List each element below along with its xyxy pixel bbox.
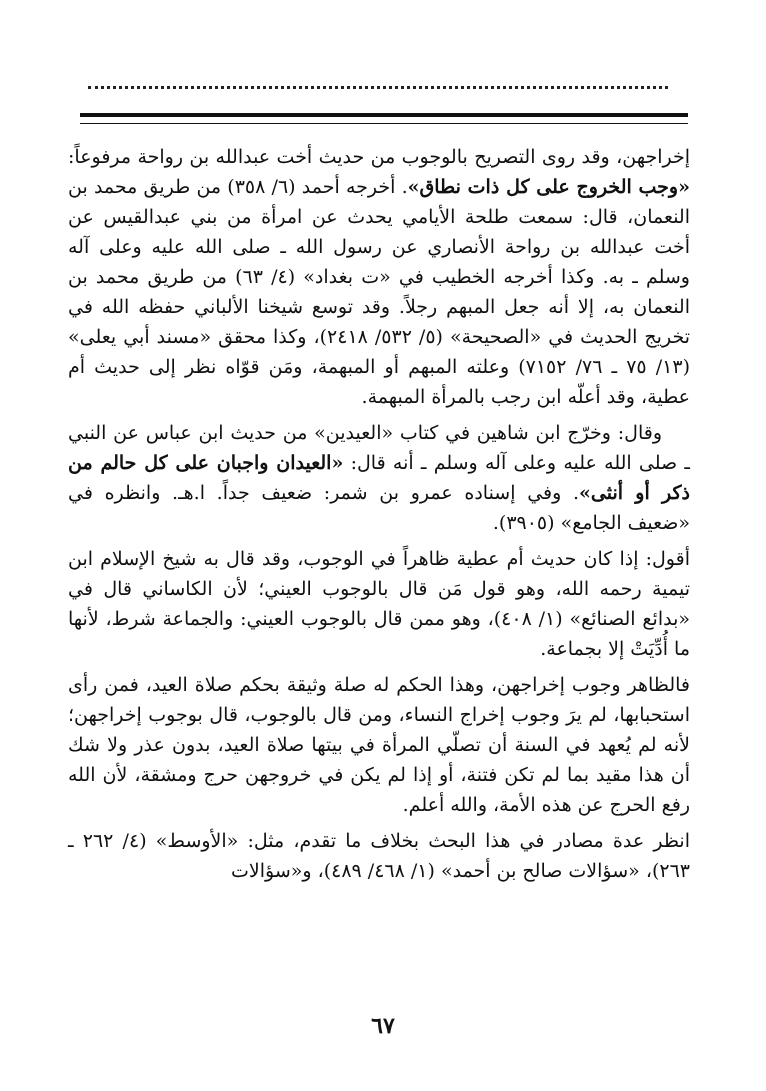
paragraph <box>68 826 690 886</box>
dotted-separator <box>88 86 668 89</box>
paragraph <box>68 544 690 664</box>
paragraph <box>68 418 690 538</box>
header-rule-thick <box>80 113 688 117</box>
text-segment: إخراجهن، وقد روى التصريح بالوجوب من حديث أخت عبدالله بن رواحة مرفوعاً: <box>68 146 690 168</box>
page-number: ٦٧ <box>371 1013 395 1039</box>
bold-hadith-quote: «العيدان واجبان على كل حالم من ذكر أو أنثى» <box>68 452 690 504</box>
text-segment: . وفي إسناده عمرو بن شمر: ضعيف جداً. ا.هـ. وانظره في «ضعيف الجامع» (٣٩٠٥). <box>68 482 690 534</box>
text-segment: فالظاهر وجوب إخراجهن، وهذا الحكم له صلة وثيقة بحكم صلاة العيد، فمن رأى استحبابها، لم يرَ وجوب إخراج النساء، ومن قال بالوجوب، قال بوجوب إخراجهن؛ لأنه لم يُعهد في السنة أن تصلّي المرأة في بيتها صلاة العيد، بدون عذر ولا شك أن هذا مقيد بما لم تكن فتنة، أو إذا لم يكن في خروجهن حرج ومشقة، لأن الله رفع الحرج عن هذه الأمة، والله أعلم. <box>68 674 690 816</box>
text-segment: أقول: إذا كان حديث أم عطية ظاهراً في الوجوب، وقد قال به شيخ الإسلام ابن تيمية رحمه الله، وهو قول مَن قال بالوجوب العيني؛ لأن الكاساني قال في «بدائع الصنائع» (١/ ٤٠٨)، وهو ممن قال بالوجوب العيني: والجماعة شرط، لأنها ما أُدِّيَتْ إلا بجماعة. <box>68 548 690 660</box>
text-segment: وقال: وخرّج ابن شاهين في كتاب «العيدين» من حديث ابن عباس عن النبي ـ صلى الله عليه وعلى آله وسلم ـ أنه قال: <box>68 422 690 474</box>
text-segment: . أخرجه أحمد (٦/ ٣٥٨) من طريق محمد بن النعمان، قال: سمعت طلحة الأيامي يحدث عن امرأة من بني عبدالقيس عن أخت عبدالله بن رواحة الأنصاري عن رسول الله ـ صلى الله عليه وعلى آله وسلم ـ به. وكذا أخرجه الخطيب في «ت بغداد» (٤/ ٦٣) من طريق محمد بن النعمان به، إلا أنه جعل المبهم رجلاً. وقد توسع شيخنا الألباني حفظه الله في تخريج الحديث في «الصحيحة» (٥/ ٥٣٢/ ٢٤١٨)، وكذا محقق «مسند أبي يعلى» (١٣/ ٧٥ ـ ٧٦/ ٧١٥٢) وعلته المبهم أو المبهمة، ومَن قوّاه نظر إلى حديث أم عطية، وقد أعلّه ابن رجب بالمرأة المبهمة. <box>68 176 690 408</box>
header-rule-thin <box>80 123 688 124</box>
paragraph <box>68 670 690 820</box>
text-segment: انظر عدة مصادر في هذا البحث بخلاف ما تقدم، مثل: «الأوسط» (٤/ ٢٦٢ ـ ٢٦٣)، «سؤالات صالح بن أحمد» (١/ ٤٦٨/ ٤٨٩)، و«سؤالات <box>68 830 690 882</box>
bold-hadith-quote: «وجب الخروج على كل ذات نطاق» <box>407 176 690 198</box>
paragraph <box>68 142 690 412</box>
footnote-text-block <box>68 142 690 886</box>
